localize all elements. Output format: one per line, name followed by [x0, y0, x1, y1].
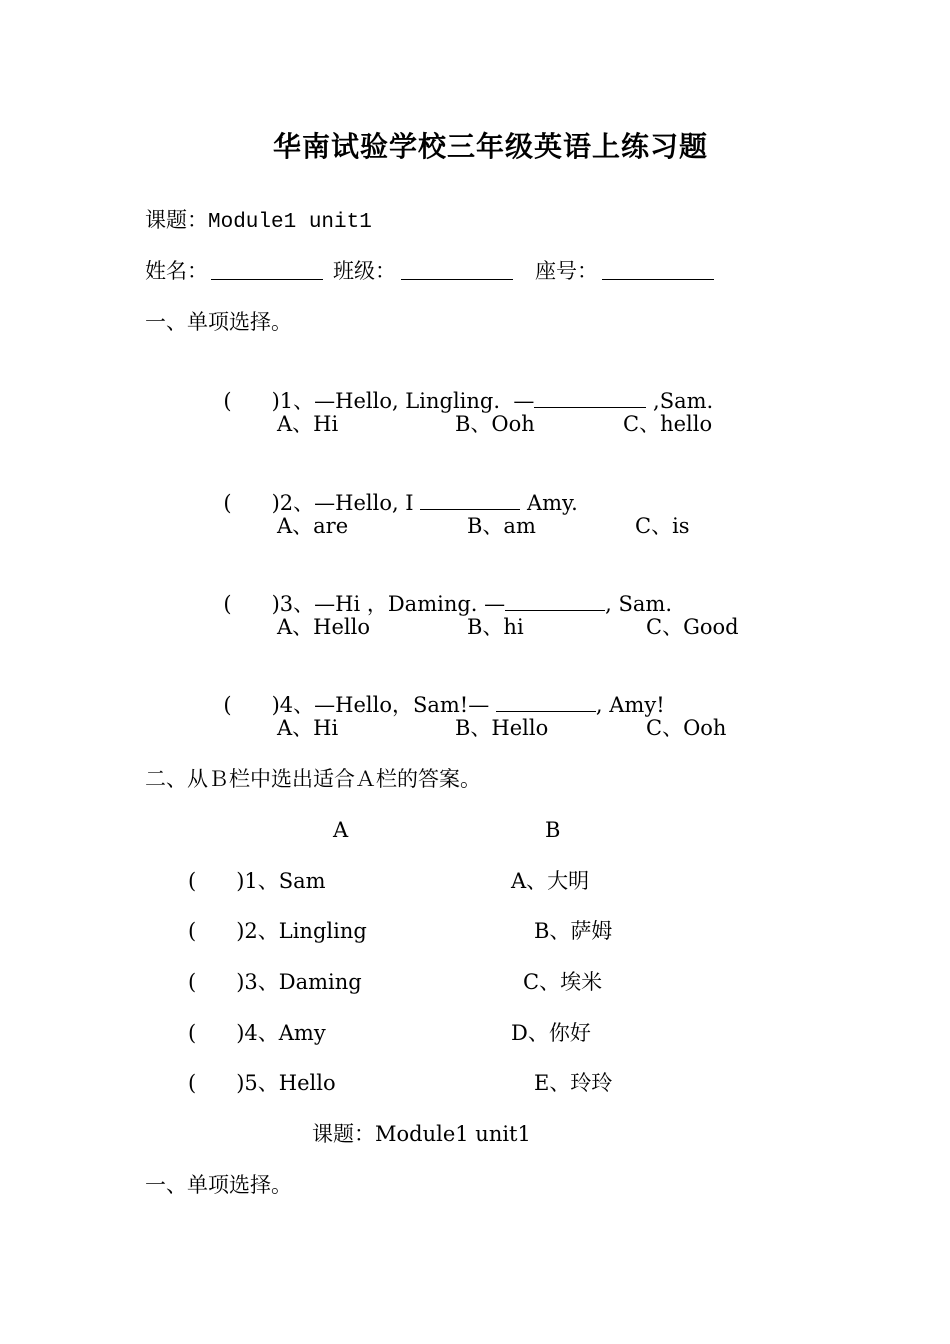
match-row: [188, 917, 367, 945]
fill-blank[interactable]: [534, 387, 646, 408]
question-stem: —Hi ，Daming. —: [314, 592, 506, 616]
topic-line: [145, 206, 372, 237]
question-4: [210, 663, 665, 719]
answer-paren-open: (: [223, 592, 232, 616]
section2-heading: 二、从Ｂ栏中选出适合Ａ栏的答案。: [145, 767, 481, 791]
answer-paren-open: (: [188, 1071, 197, 1095]
option-c: C、is: [635, 514, 690, 538]
match-left: 5、Hello: [244, 1071, 336, 1095]
option-a: A、Hi: [277, 716, 339, 740]
column-a-header: A: [333, 818, 349, 842]
seat-label: 座号：: [535, 259, 598, 283]
option-c: C、hello: [623, 412, 713, 436]
question-stem: —Hello，Sam!—: [314, 693, 496, 717]
question-stem-end: ,Sam.: [646, 389, 714, 413]
answer-paren-open: (: [223, 693, 232, 717]
question-stem: —Hello, Lingling. —: [314, 389, 535, 413]
footer-topic: 课题：Module1 unit1: [312, 1122, 531, 1146]
match-left: 3、Daming: [244, 970, 362, 994]
option-b: B、Hello: [455, 716, 549, 740]
option-b: B、am: [467, 514, 536, 538]
answer-paren-close: ): [271, 693, 280, 717]
question-number: 2、: [279, 491, 315, 515]
answer-paren-close: ): [236, 970, 245, 994]
answer-paren-open: (: [188, 970, 197, 994]
section3-heading: 一、单项选择。: [145, 1173, 292, 1197]
answer-paren-open: (: [223, 491, 232, 515]
option-a: A、Hello: [277, 615, 370, 639]
match-right: C、埃米: [523, 970, 603, 994]
answer-paren-open: (: [188, 869, 197, 893]
question-stem: —Hello, I: [314, 491, 421, 515]
name-label: 姓名：: [145, 259, 208, 283]
fill-blank[interactable]: [496, 691, 596, 712]
option-c: C、Ooh: [646, 716, 727, 740]
match-right: E、玲玲: [534, 1071, 613, 1095]
answer-paren-close: ): [236, 869, 245, 893]
match-left: 1、Sam: [244, 869, 326, 893]
answer-paren-close: ): [236, 1021, 245, 1045]
seat-field[interactable]: [602, 259, 714, 280]
option-c: C、Good: [646, 615, 739, 639]
answer-paren-open: (: [223, 389, 232, 413]
question-stem-end: , Sam.: [605, 592, 673, 616]
match-left: 2、Lingling: [244, 919, 367, 943]
question-stem-end: Amy.: [520, 491, 578, 515]
match-right: D、你好: [511, 1021, 591, 1045]
class-label: 班级：: [333, 259, 396, 283]
answer-paren-close: ): [271, 491, 280, 515]
answer-paren-open: (: [188, 1021, 197, 1045]
match-right: B、萨姆: [534, 919, 613, 943]
column-b-header: B: [545, 818, 561, 842]
class-field[interactable]: [401, 259, 513, 280]
option-a: A、are: [277, 514, 349, 538]
answer-paren-open: (: [188, 919, 197, 943]
option-b: B、Ooh: [455, 412, 535, 436]
answer-paren-close: ): [271, 389, 280, 413]
question-1: [210, 359, 713, 415]
match-row: [188, 1069, 336, 1097]
answer-paren-close: ): [236, 919, 245, 943]
match-left: 4、Amy: [244, 1021, 326, 1045]
question-3: [210, 562, 672, 618]
option-b: B、hi: [467, 615, 524, 639]
question-2: [210, 461, 578, 517]
answer-paren-close: ): [236, 1071, 245, 1095]
topic-value: Module1 unit1: [208, 211, 372, 234]
match-right: A、大明: [511, 869, 590, 893]
answer-paren-close: ): [271, 592, 280, 616]
question-number: 4、: [279, 693, 315, 717]
name-field[interactable]: [211, 259, 323, 280]
fill-blank[interactable]: [505, 590, 605, 611]
question-number: 1、: [279, 389, 315, 413]
page-title: 华南试验学校三年级英语上练习题: [273, 130, 709, 163]
option-a: A、Hi: [277, 412, 339, 436]
match-row: [188, 867, 326, 895]
match-row: [188, 968, 362, 996]
match-row: [188, 1019, 326, 1047]
topic-label: 课题：: [145, 208, 208, 232]
section1-heading: 一、单项选择。: [145, 310, 292, 334]
fill-blank[interactable]: [420, 489, 520, 510]
question-number: 3、: [279, 592, 315, 616]
question-stem-end: , Amy!: [595, 693, 665, 717]
